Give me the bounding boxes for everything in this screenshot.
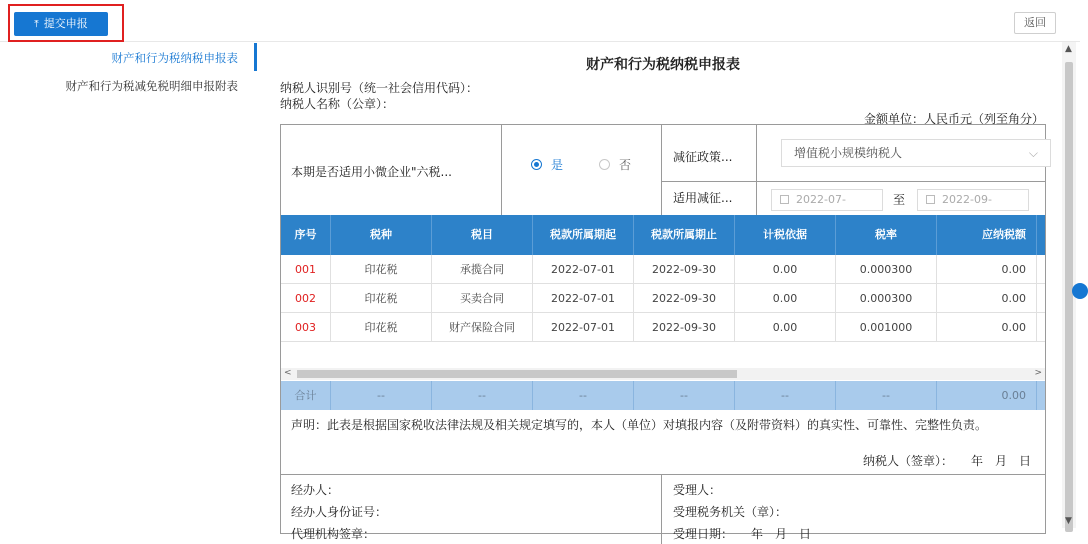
row-start: 2022-07-01: [533, 313, 634, 342]
column-header: 序号: [281, 215, 331, 255]
row-amount: 0.00: [937, 284, 1037, 313]
handler-id-label: 经办人身份证号：: [291, 505, 388, 519]
form-title: 财产和行为税纳税申报表: [586, 57, 740, 73]
date-from-placeholder: 2022-07-: [796, 193, 846, 206]
grid-line: [661, 181, 1045, 182]
table-row[interactable]: [281, 313, 1045, 342]
chevron-down-icon: ⌵: [1028, 146, 1038, 160]
nav-item-reduction-attachment[interactable]: 财产和行为税减免税明细申报附表: [65, 79, 238, 93]
left-nav: [0, 42, 256, 528]
floating-help-icon[interactable]: [1072, 283, 1088, 299]
scroll-up-icon[interactable]: ▲: [1065, 44, 1072, 54]
nav-item-declaration-form[interactable]: 财产和行为税纳税申报表: [111, 51, 238, 65]
grid-line: [756, 125, 757, 215]
table-row[interactable]: [281, 284, 1045, 313]
row-start: 2022-07-01: [533, 284, 634, 313]
agency-seal-label: 代理机构签章：: [291, 527, 376, 541]
total-dash: --: [533, 381, 634, 410]
row-code: 002: [281, 284, 331, 313]
total-dash: --: [735, 381, 836, 410]
divider: [661, 474, 662, 544]
column-header: 税率: [836, 215, 937, 255]
policy-select-value: 增值税小规模纳税人: [794, 146, 903, 160]
row-item: 财产保险合同: [432, 313, 533, 342]
row-basis: 0.00: [735, 284, 836, 313]
row-end: 2022-09-30: [634, 255, 735, 284]
small-micro-question: 本期是否适用小微企业"六税...: [291, 165, 452, 179]
date-from-input[interactable]: [771, 189, 883, 211]
total-dash: --: [432, 381, 533, 410]
radio-no[interactable]: [599, 156, 631, 173]
column-header: 税款所属期止: [634, 215, 735, 255]
scroll-left-icon[interactable]: <: [284, 368, 292, 378]
row-item: 买卖合同: [432, 284, 533, 313]
reduce-label: 适用减征...: [673, 191, 733, 205]
radio-no-label: 否: [619, 158, 632, 172]
table-row[interactable]: [281, 255, 1045, 284]
grid-line: [661, 125, 662, 215]
radio-yes-label: 是: [551, 158, 564, 172]
column-header: 税种: [331, 215, 432, 255]
column-header: 应纳税额: [937, 215, 1037, 255]
tax-office-label: 受理税务机关（章）：: [673, 505, 788, 519]
date-to-input[interactable]: [917, 189, 1029, 211]
receive-date-label: 受理日期： 年 月 日: [673, 527, 812, 541]
total-row: [281, 381, 1045, 410]
calendar-icon: [780, 195, 789, 204]
column-header: 计税依据: [735, 215, 836, 255]
row-tax: 印花税: [331, 255, 432, 284]
row-basis: 0.00: [735, 255, 836, 284]
row-rate: 0.001000: [836, 313, 937, 342]
receiver-label: 受理人：: [673, 483, 722, 497]
row-tax: 印花税: [331, 313, 432, 342]
handler-label: 经办人：: [291, 483, 340, 497]
policy-select[interactable]: [781, 139, 1051, 167]
top-toolbar: [0, 0, 1080, 42]
row-end: 2022-09-30: [634, 313, 735, 342]
amount-unit-label: 金额单位：人民币元（列至角分）: [863, 112, 1044, 126]
back-button[interactable]: 返回: [1014, 12, 1056, 34]
column-header: 税目: [432, 215, 533, 255]
upload-icon: ⤒: [34, 19, 39, 30]
row-rate: 0.000300: [836, 255, 937, 284]
declaration-text: 声明：此表是根据国家税收法律法规及相关规定填写的，本人（单位）对填报内容（及附带资料）的真实性、可靠性、完整性负责。: [291, 418, 988, 432]
row-amount: 0.00: [937, 313, 1037, 342]
grid-line: [501, 125, 502, 215]
scroll-right-icon[interactable]: >: [1034, 368, 1042, 378]
main-content: [270, 42, 1056, 541]
row-rate: 0.000300: [836, 284, 937, 313]
scrollbar-thumb[interactable]: [1065, 62, 1073, 532]
row-basis: 0.00: [735, 313, 836, 342]
horizontal-scrollbar[interactable]: [281, 368, 1045, 380]
total-dash: --: [331, 381, 432, 410]
total-amount: 0.00: [937, 381, 1037, 410]
taxpayer-id-label: 纳税人识别号（统一社会信用代码）：: [280, 81, 479, 95]
scrollbar-thumb[interactable]: [297, 370, 737, 378]
date-to-separator: 至: [893, 193, 906, 207]
row-tax: 印花税: [331, 284, 432, 313]
calendar-icon: [926, 195, 935, 204]
policy-label: 减征政策...: [673, 150, 733, 164]
total-dash: --: [836, 381, 937, 410]
declaration-form: [280, 124, 1046, 541]
row-code: 003: [281, 313, 331, 342]
divider: [281, 474, 1045, 475]
nav-active-indicator: [254, 43, 257, 71]
row-start: 2022-07-01: [533, 255, 634, 284]
total-label: 合计: [281, 381, 331, 410]
column-header: 税款所属期起: [533, 215, 634, 255]
row-amount: 0.00: [937, 255, 1037, 284]
total-dash: --: [634, 381, 735, 410]
radio-unchecked-icon: [599, 159, 610, 170]
scroll-down-icon[interactable]: ▼: [1065, 516, 1072, 526]
row-end: 2022-09-30: [634, 284, 735, 313]
row-code: 001: [281, 255, 331, 284]
radio-yes[interactable]: [531, 156, 563, 173]
taxpayer-name-label: 纳税人名称（公章）：: [280, 97, 395, 111]
radio-checked-icon: [531, 159, 542, 170]
submit-label: 提交申报: [43, 17, 88, 30]
taxpayer-signature: 纳税人（签章）： 年 月 日: [862, 454, 1031, 468]
row-item: 承揽合同: [432, 255, 533, 284]
date-to-placeholder: 2022-09-: [942, 193, 992, 206]
submit-declaration-button[interactable]: [14, 12, 108, 36]
table-header: [281, 215, 1045, 255]
